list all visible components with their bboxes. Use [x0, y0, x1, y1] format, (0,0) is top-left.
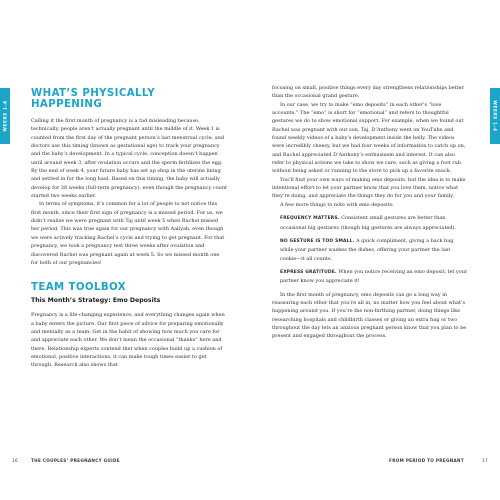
book-title-footer: [31, 458, 120, 463]
tip-item: [280, 237, 468, 263]
tip-text: Consistent small gestures are better than occasional big gestures (though big gestures are always appreciated).: [280, 215, 457, 231]
tip-label: NO GESTURE IS TOO SMALL.: [280, 238, 355, 244]
paragraph: In the first month of pregnancy, emo deposits can go a long way in reassuring each other that you’re all in, no matter how you feel about what’s happening around you. If you’re the non-birthing partner, doing things like researching hospitals and childbirth classes or giving an extra hug or two throughout the day lets an anxious pregnant person know that you plan to be present and engaged throughout the process.: [272, 291, 467, 340]
section-heading-physically-happening: WHAT’S PHYSICALLY HAPPENING: [31, 88, 155, 110]
tip-text: A quick compliment, giving a back hug while your partner washes the dishes, offering your partner the last cookie—it all counts.: [280, 237, 454, 262]
chapter-title-footer: [389, 458, 464, 463]
paragraph: focusing on small, positive things every day strengthens relationships better than the occasional grand gesture.: [272, 85, 464, 100]
tip-label: FREQUENCY MATTERS.: [280, 216, 340, 222]
left-side-tab: [0, 88, 10, 144]
right-page-column: [272, 84, 468, 341]
left-side-tab-label: WEEKS 1–4: [2, 100, 8, 132]
left-page-column: [31, 88, 227, 370]
right-page-number: 17: [482, 458, 488, 463]
right-side-tab-label: WEEKS 1–4: [492, 100, 498, 132]
right-side-tab: [490, 88, 500, 144]
tip-text: When you notice receiving an emo deposit, let your partner know you appreciate it!: [280, 268, 468, 285]
book-title: THE COUPLES’ PREGNANCY GUIDE: [31, 458, 120, 463]
paragraph: You’ll find your own ways of making emo deposits, but the idea is to make intentional effort to let your partner know that you love them, notice what they’re doing, and appreciate the things they do for you and your family.: [272, 176, 466, 200]
tip-item: [280, 268, 468, 286]
tip-label: EXPRESS GRATITUDE.: [280, 269, 337, 275]
paragraph: In our case, we try to make “emo deposits” in each other’s “love accounts.” The “emo” is short for “emotional” and refers to thoughtful gestures we do to show emotional support. For example, when we found out Rachel was pregnant with our son, Taj, D’Anthony went on YouTube and found weekly videos of a baby’s development inside the belly. The videos were incredibly cheesy, but we had four weeks of information to catch up on, and Rachel appreciated D’Anthony’s enthusiasm and interest. It can also refer to physical actions we take to show we care, such as giving a foot rub without being asked or running to the store to pick up a favorite snack.: [272, 101, 466, 175]
paragraph: Pregnancy is a life-changing experience, and everything changes again when a baby enters the picture. Our first piece of advice for preparing emotionally and mentally as a team: Get in the habit of showing how much you care for and appreciate each other. We don’t mean the occasional “thanks” here and there. Relationship experts contend that when couples build up a cushion of emotional, positive interactions, it can make tough times easier to get through. Research also shows that: [31, 312, 225, 369]
strategy-title: This Month’s Strategy: Emo Deposits: [31, 297, 161, 305]
chapter-title: FROM PERIOD TO PREGNANT: [389, 458, 464, 463]
section-heading-team-toolbox: TEAM TOOLBOX: [31, 282, 126, 294]
tip-item: [280, 214, 468, 232]
paragraph: A few more things to note with emo deposits:: [280, 201, 394, 208]
paragraph: Calling it the first month of pregnancy is a tad misleading because, technically, people aren’t actually pregnant until the middle of it. Week 1 is counted from the first day of the pregnant person’s last menstrual cycle, and doctors use this timing (known as gestational age) to track your pregnancy and the baby’s development. In a typical cycle, conception doesn’t happen until around week 3, after ovulation occurs and the sperm fertilizes the egg. By the end of week 4, your future baby has set up shop in the uterine lining and settled in for the long haul. Based on this timing, the baby will actually develop for 38 weeks (full-term pregnancy), even though the pregnancy count started two weeks earlier.: [31, 118, 228, 200]
paragraph: In terms of symptoms, it’s common for a lot of people to not notice this first month, since their first sign of pregnancy is a missed period. For us, we didn’t realize we were pregnant with Taj until week 5 when Rachel missed her period. This was true again for our pregnancy with Aaliyah, even though we were actively tracking Rachel’s cycle and trying to get pregnant. For that pregnancy, we took a pregnancy test three weeks after ovulation and discovered Rachel was pregnant again at week 5. So we missed month one for both of our pregnancies!: [31, 201, 225, 266]
left-page-number: 16: [12, 458, 18, 463]
